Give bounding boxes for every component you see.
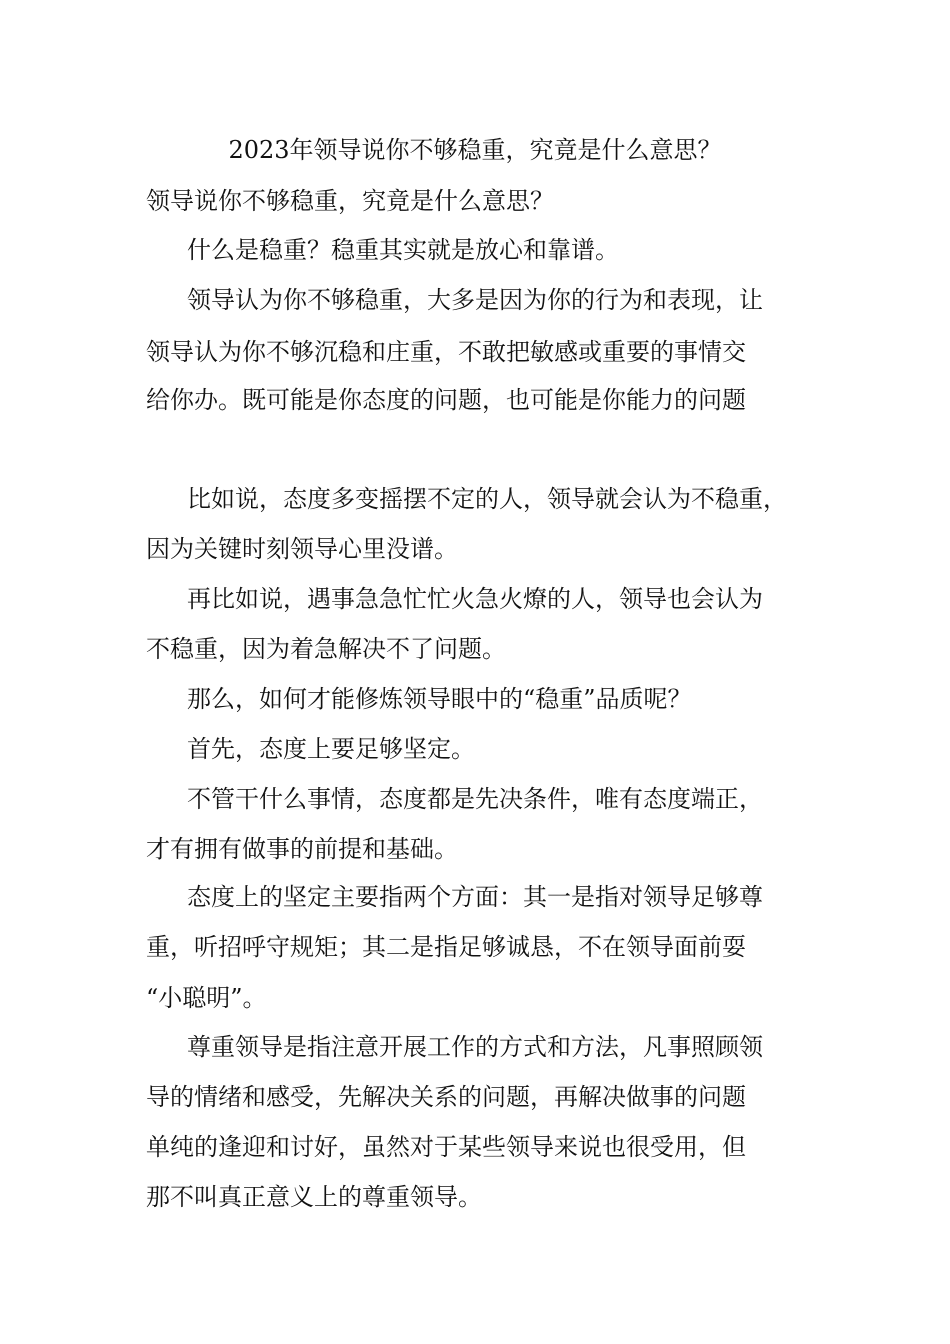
paragraph-line: 单纯的逢迎和讨好，虽然对于某些领导来说也很受用，但 [146, 1133, 746, 1161]
paragraph-line: 不管干什么事情，态度都是先决条件，唯有态度端正， [187, 785, 763, 813]
paragraph-line: 再比如说，遇事急急忙忙火急火燎的人，领导也会认为 [187, 585, 763, 613]
paragraph-line: 领导认为你不够沉稳和庄重，不敢把敏感或重要的事情交 [146, 338, 746, 366]
paragraph-line: 尊重领导是指注意开展工作的方式和方法，凡事照顾领 [187, 1033, 763, 1061]
paragraph-line: 那么，如何才能修炼领导眼中的“稳重”品质呢？ [187, 685, 692, 713]
paragraph-line: 领导认为你不够稳重，大多是因为你的行为和表现，让 [187, 286, 763, 314]
paragraph-line: 导的情绪和感受，先解决关系的问题，再解决做事的问题 [146, 1083, 746, 1111]
subtitle-line: 领导说你不够稳重，究竟是什么意思？ [146, 187, 554, 215]
paragraph-line: 首先，态度上要足够坚定。 [187, 735, 475, 763]
paragraph-line: 不稳重，因为着急解决不了问题。 [146, 635, 506, 663]
paragraph-line: 比如说，态度多变摇摆不定的人，领导就会认为不稳重， [187, 485, 787, 513]
paragraph-line: 什么是稳重？稳重其实就是放心和靠谱。 [187, 236, 619, 264]
paragraph-line: 态度上的坚定主要指两个方面：其一是指对领导足够尊 [187, 883, 763, 911]
paragraph-line: 因为关键时刻领导心里没谱。 [146, 535, 458, 563]
paragraph-line: “小聪明”。 [146, 984, 267, 1012]
paragraph-line: 那不叫真正意义上的尊重领导。 [146, 1183, 482, 1211]
paragraph-line: 才有拥有做事的前提和基础。 [146, 835, 458, 863]
paragraph-line: 给你办。既可能是你态度的问题，也可能是你能力的问题 [146, 386, 746, 414]
document-title: 2023年领导说你不够稳重，究竟是什么意思？ [228, 136, 722, 164]
paragraph-line: 重，听招呼守规矩；其二是指足够诚恳，不在领导面前耍 [146, 933, 746, 961]
